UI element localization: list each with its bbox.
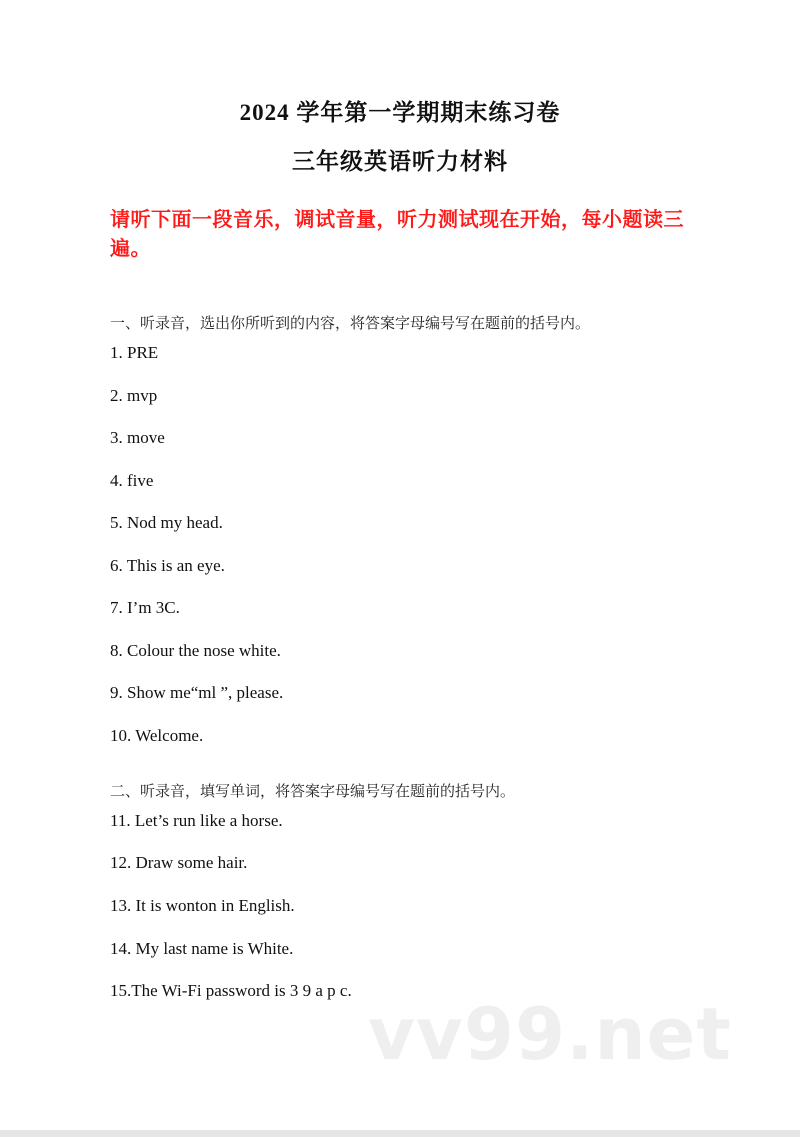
question-10: 10. Welcome.: [110, 726, 204, 745]
question-6: 6. This is an eye.: [110, 556, 225, 575]
question-12: 12. Draw some hair.: [110, 853, 248, 872]
document-subtitle: 三年级英语听力材料: [292, 149, 508, 174]
question-13: 13. It is wonton in English.: [110, 896, 295, 915]
question-8: 8. Colour the nose white.: [110, 641, 281, 660]
question-15: 15.The Wi-Fi password is 3 9 a p c.: [110, 981, 352, 1000]
question-3: 3. move: [110, 428, 165, 447]
question-5: 5. Nod my head.: [110, 513, 223, 532]
question-7: 7. I’m 3C.: [110, 598, 180, 617]
section-1-heading: 一、听录音，选出你所听到的内容，将答案字母编号写在题前的括号内。: [110, 316, 591, 332]
question-1: 1. PRE: [110, 343, 159, 362]
question-4: 4. five: [110, 471, 154, 490]
question-14: 14. My last name is White.: [110, 939, 294, 958]
page-bottom-edge: [0, 1130, 800, 1137]
watermark: vv99.net: [368, 992, 732, 1076]
section-2-heading: 二、听录音，填写单词，将答案字母编号写在题前的括号内。: [110, 784, 516, 800]
document-title: 2024 学年第一学期期末练习卷: [239, 100, 561, 125]
question-9: 9. Show me“ml ”, please.: [110, 683, 284, 702]
listening-notice: 请听下面一段音乐，调试音量，听力测试现在开始，每小题读三遍。: [110, 209, 684, 260]
question-2: 2. mvp: [110, 386, 158, 405]
question-11: 11. Let’s run like a horse.: [110, 811, 283, 830]
